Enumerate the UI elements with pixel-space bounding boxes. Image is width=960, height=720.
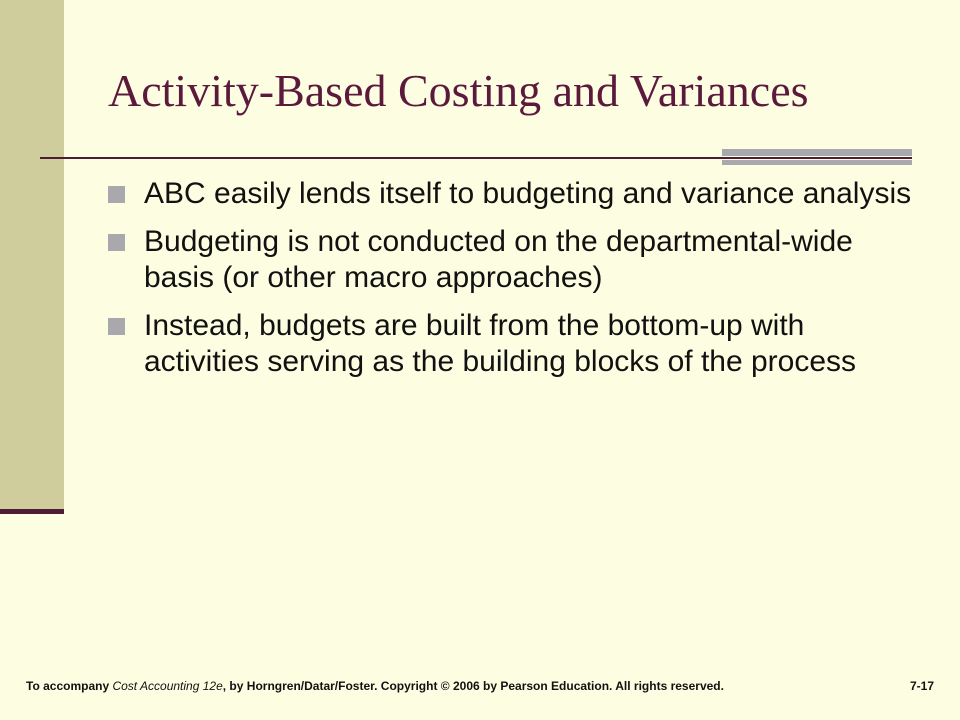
footer-book-title: Cost Accounting 12e — [112, 679, 223, 693]
divider-accent-bottom — [722, 160, 912, 165]
square-bullet-icon — [108, 318, 125, 335]
title-divider — [40, 157, 912, 159]
bullet-item — [108, 308, 918, 380]
bullet-item — [108, 224, 918, 296]
bullet-text: Instead, budgets are built from the bottom-up with activities serving as the building blocks of the process — [144, 309, 857, 378]
footer-prefix: To accompany — [26, 679, 113, 693]
bullet-text: ABC easily lends itself to budgeting and variance analysis — [144, 177, 912, 210]
slide-title: Activity-Based Costing and Variances — [108, 65, 809, 116]
side-decoration-bar — [0, 0, 64, 512]
square-bullet-icon — [108, 234, 125, 251]
square-bullet-icon — [108, 186, 125, 203]
bullet-item — [108, 176, 918, 212]
bullet-text: Budgeting is not conducted on the departmental-wide basis (or other macro approaches) — [144, 225, 853, 294]
side-bar-underline — [0, 509, 64, 514]
divider-accent-top — [722, 149, 912, 156]
footer-suffix: , by Horngren/Datar/Foster. Copyright © 2006 by Pearson Education. All rights reserved. — [222, 679, 724, 693]
page-number: 7-17 — [909, 679, 934, 693]
copyright-footer — [26, 679, 806, 693]
bullet-list — [108, 176, 918, 392]
